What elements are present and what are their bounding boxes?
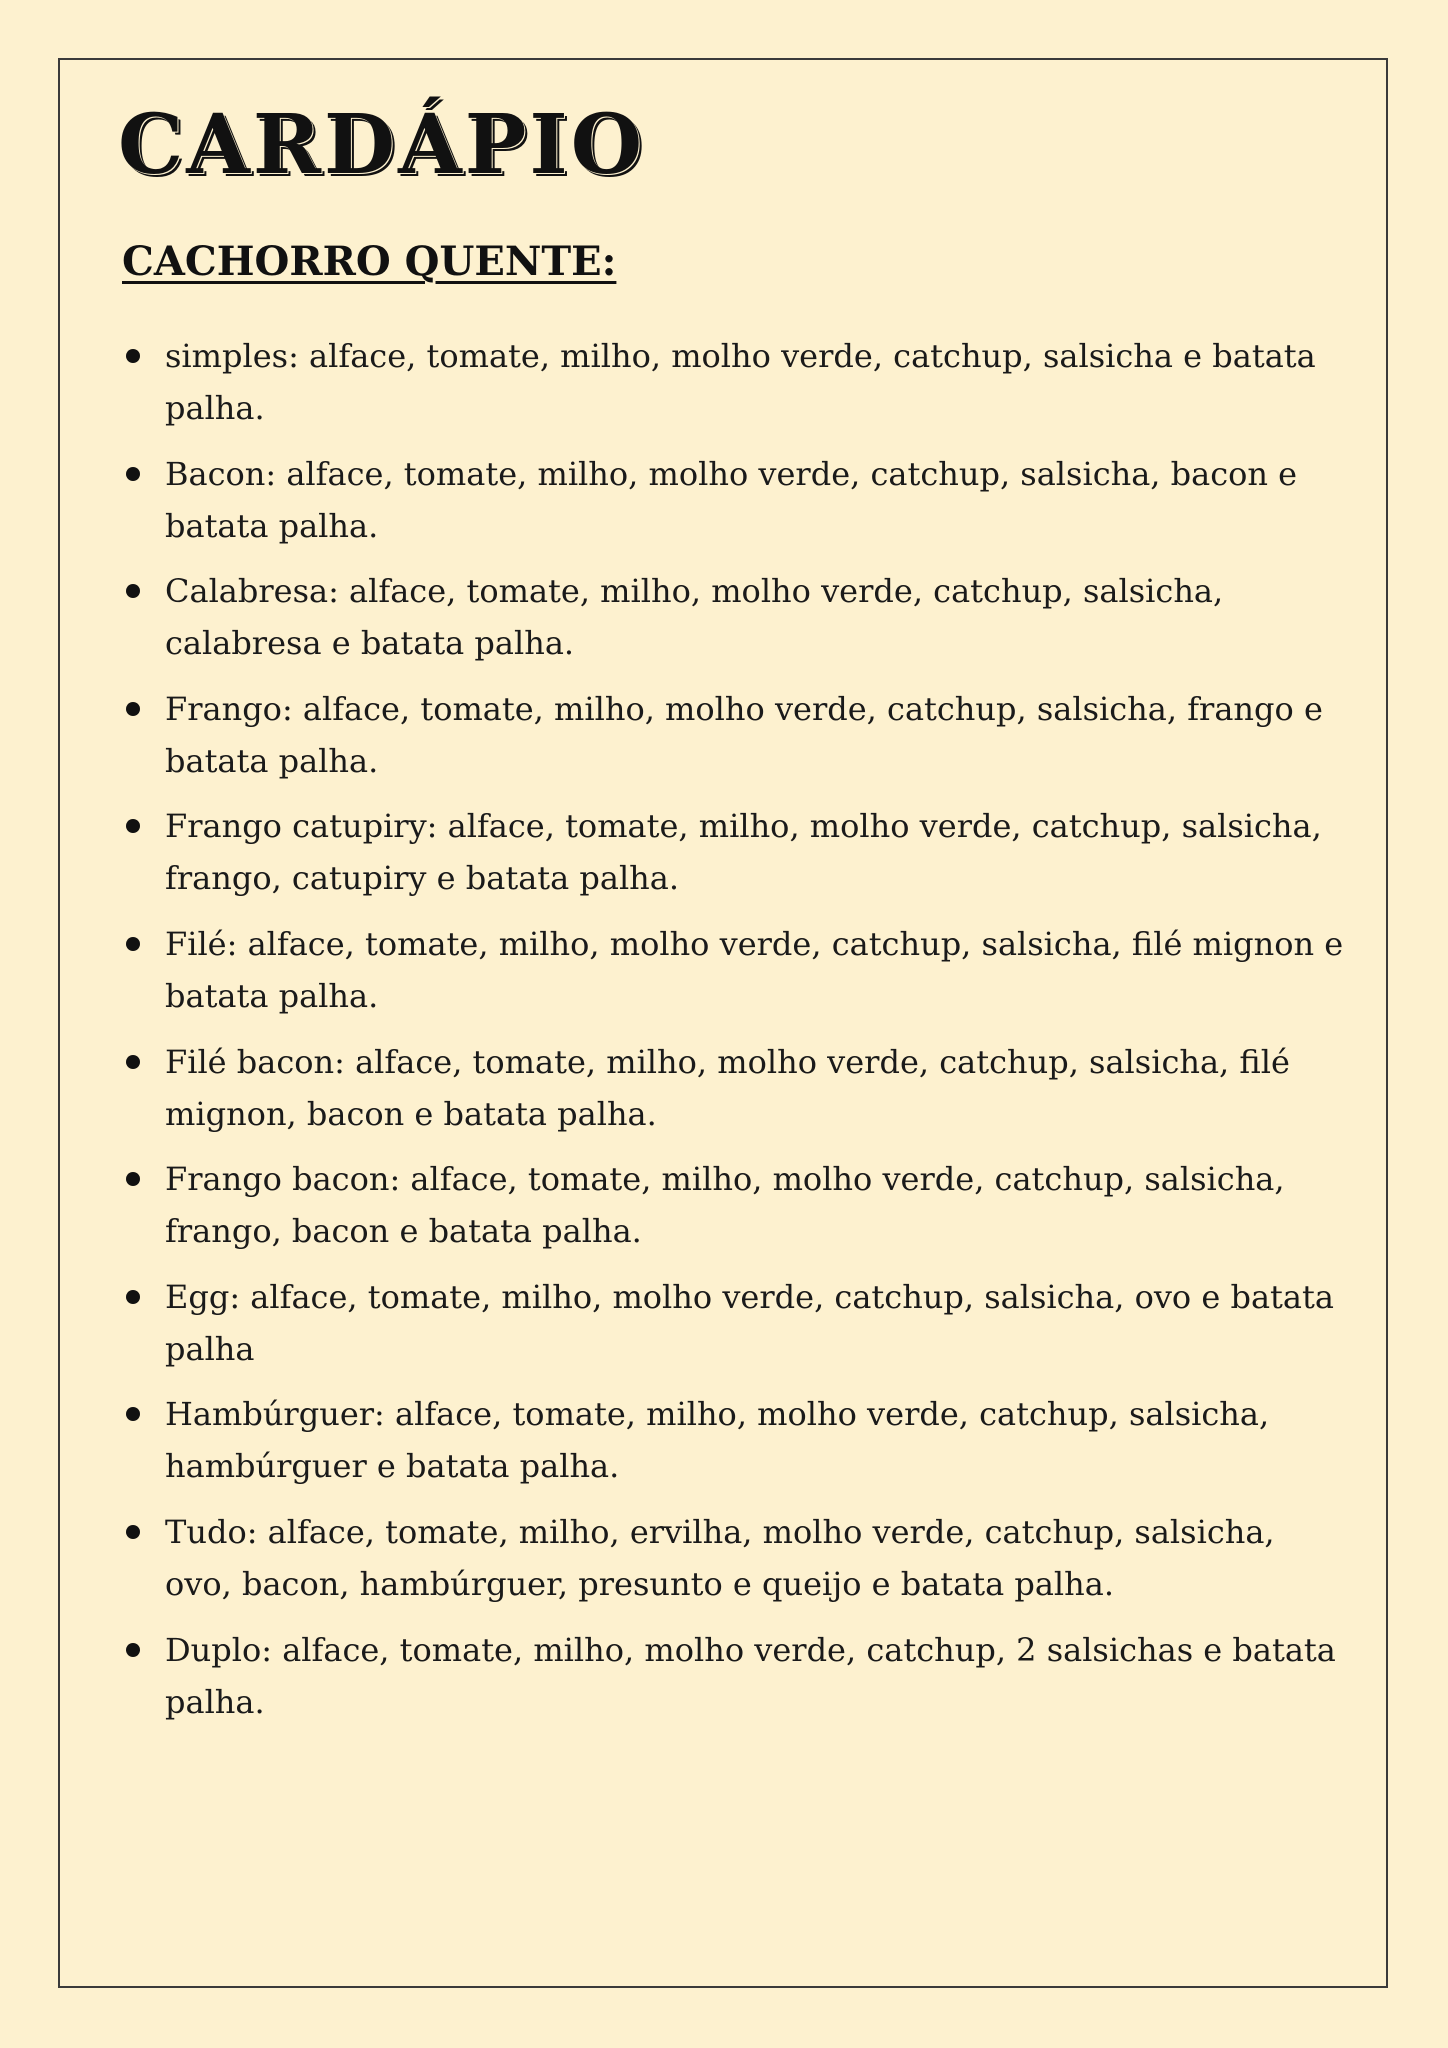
list-item: [118, 1388, 1348, 1492]
menu-list: [118, 330, 1348, 1741]
list-item: [118, 448, 1348, 552]
list-item: [118, 918, 1348, 1022]
item-text: Egg: alface, tomate, milho, molho verde, catchup, salsicha, ovo e batata palha: [165, 1277, 1334, 1368]
list-item: [118, 1036, 1348, 1140]
list-item: [118, 565, 1348, 669]
bullet-icon: [126, 349, 140, 363]
item-text: Filé bacon: alface, tomate, milho, molho verde, catchup, salsicha, filé mignon, bacon e batata palha.: [165, 1042, 1290, 1133]
bullet-icon: [126, 1407, 140, 1421]
item-text: Bacon: alface, tomate, milho, molho verde, catchup, salsicha, bacon e batata palha.: [165, 454, 1298, 545]
item-text: simples: alface, tomate, milho, molho verde, catchup, salsicha e batata palha.: [165, 337, 1316, 427]
bullet-icon: [126, 819, 140, 833]
item-text: Filé: alface, tomate, milho, molho verde, catchup, salsicha, filé mignon e batata palha.: [165, 924, 1344, 1015]
bullet-icon: [126, 937, 140, 951]
item-text: Frango: alface, tomate, milho, molho verde, catchup, salsicha, frango e batata palha.: [165, 689, 1323, 780]
bullet-icon: [126, 1643, 140, 1657]
bullet-icon: [126, 1055, 140, 1069]
list-item: [118, 800, 1348, 904]
bullet-icon: [126, 467, 140, 481]
bullet-icon: [126, 1290, 140, 1304]
page-title: CARDÁPIO: [118, 97, 646, 193]
section-title: CACHORRO QUENTE:: [122, 238, 617, 285]
item-text: Hambúrguer: alface, tomate, milho, molho verde, catchup, salsicha, hambúrguer e batata palha.: [165, 1395, 1270, 1486]
list-item: [118, 1624, 1348, 1728]
bullet-icon: [126, 1172, 140, 1186]
list-item: [118, 1153, 1348, 1257]
list-item: [118, 330, 1348, 434]
list-item: [118, 1271, 1348, 1375]
bullet-icon: [126, 702, 140, 716]
bullet-icon: [126, 584, 140, 598]
item-text: Duplo: alface, tomate, milho, molho verde, catchup, 2 salsichas e batata palha.: [165, 1630, 1336, 1721]
list-item: [118, 683, 1348, 787]
item-text: Calabresa: alface, tomate, milho, molho verde, catchup, salsicha, calabresa e batata palha.: [165, 572, 1224, 663]
list-item: [118, 1506, 1348, 1610]
item-text: Frango bacon: alface, tomate, milho, molho verde, catchup, salsicha, frango, bacon e batata palha.: [165, 1160, 1285, 1251]
item-text: Tudo: alface, tomate, milho, ervilha, molho verde, catchup, salsicha, ovo, bacon, hambúrguer, presunto e queijo e batata palha.: [165, 1512, 1275, 1603]
bullet-icon: [126, 1525, 140, 1539]
item-text: Frango catupiry: alface, tomate, milho, molho verde, catchup, salsicha, frango, catupiry e batata palha.: [165, 807, 1322, 898]
